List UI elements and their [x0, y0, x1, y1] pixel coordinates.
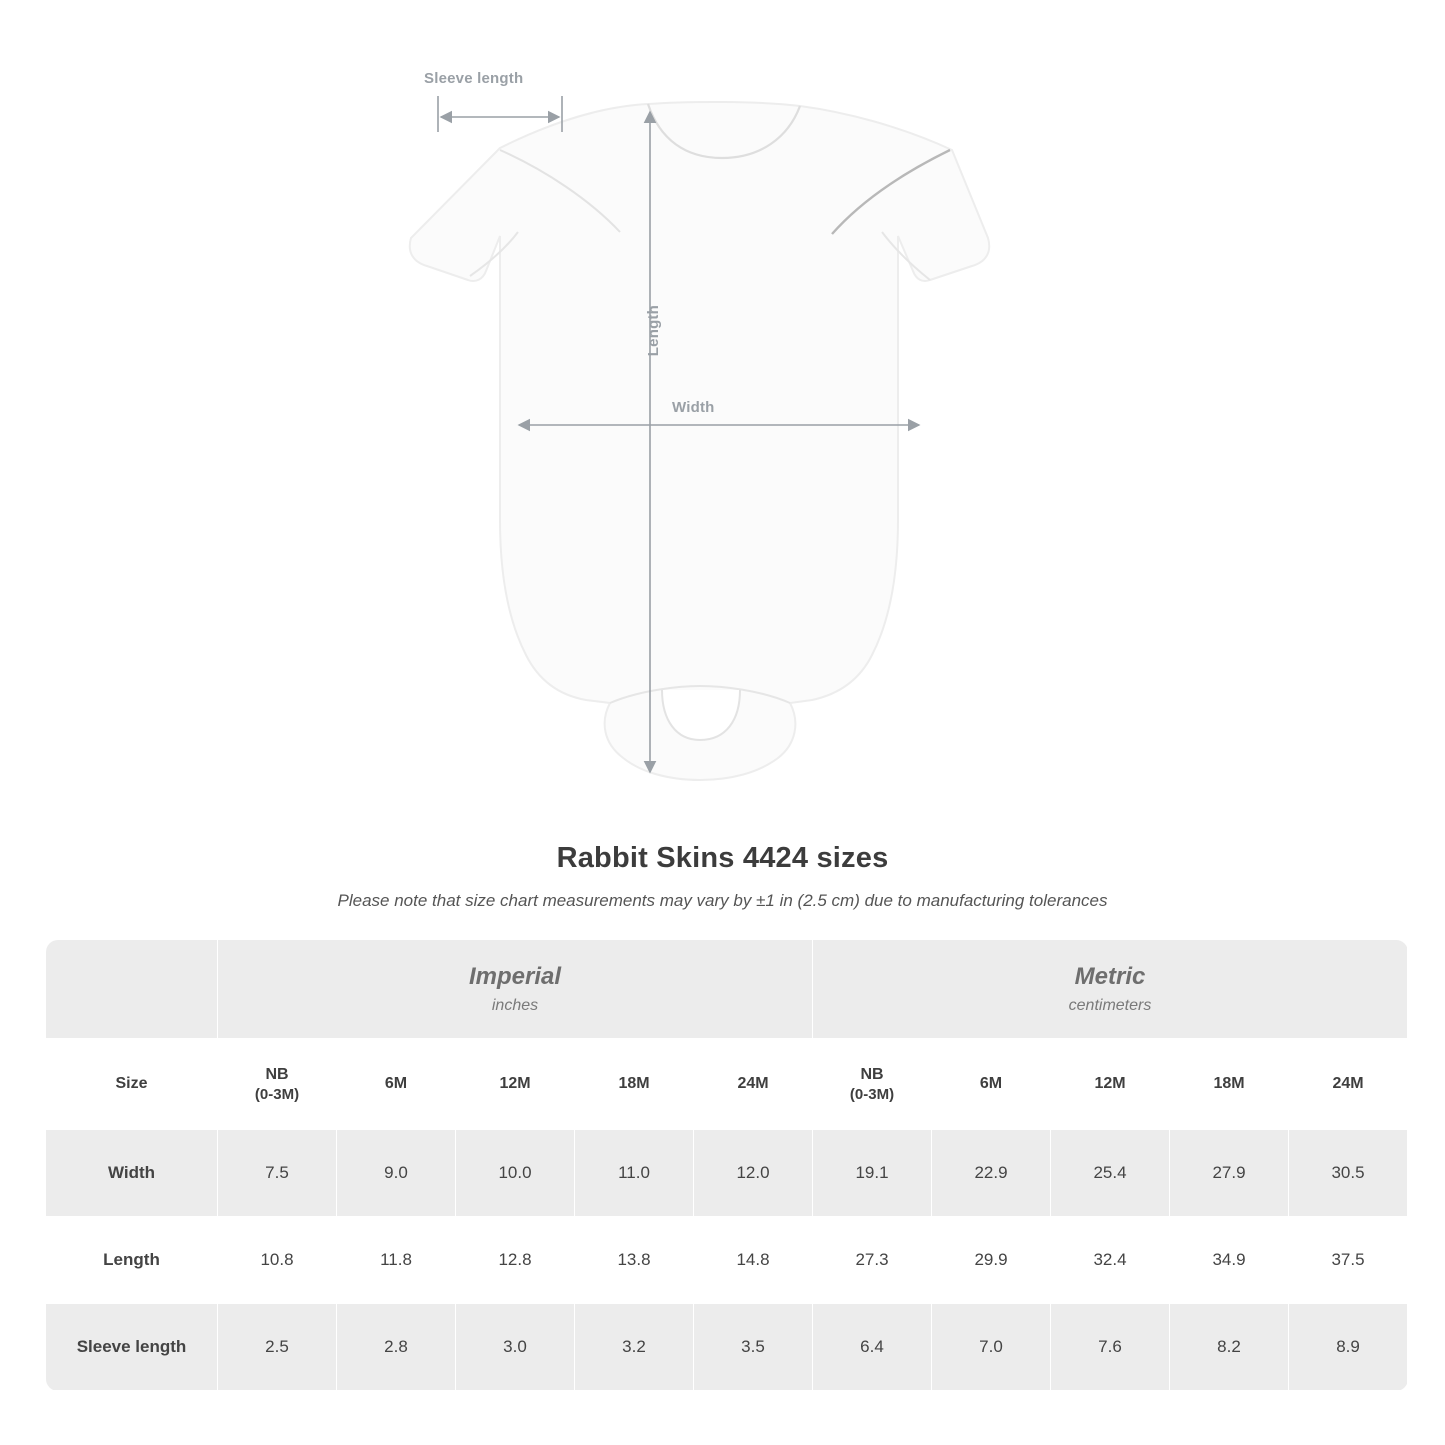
cell-sleeve-18m-in: 3.2 — [575, 1304, 694, 1391]
cell-length-nb-cm: 27.3 — [813, 1217, 932, 1304]
cell-sleeve-18m-cm: 8.2 — [1170, 1304, 1289, 1391]
column-header-row — [46, 1039, 1408, 1130]
cell-sleeve-24m-in: 3.5 — [694, 1304, 813, 1391]
cell-width-24m-in: 12.0 — [694, 1130, 813, 1217]
cell-width-18m-cm: 27.9 — [1170, 1130, 1289, 1217]
table-row — [46, 1217, 1408, 1304]
cell-sleeve-6m-cm: 7.0 — [932, 1304, 1051, 1391]
width-label: Width — [672, 399, 715, 416]
col-header-label: NB — [265, 1065, 289, 1083]
unit-corner-cell — [46, 940, 218, 1039]
unit-imperial-name: Imperial — [468, 963, 562, 991]
col-header-label: NB — [860, 1065, 884, 1083]
cell-length-18m-in: 13.8 — [575, 1217, 694, 1304]
col-header-24m-metric: 24M — [1289, 1039, 1408, 1130]
title-block — [0, 842, 1445, 911]
cell-length-6m-cm: 29.9 — [932, 1217, 1051, 1304]
bodysuit-shape — [410, 102, 989, 780]
cell-width-6m-cm: 22.9 — [932, 1130, 1051, 1217]
col-header-sub: (0-3M) — [254, 1085, 300, 1103]
cell-sleeve-nb-in: 2.5 — [218, 1304, 337, 1391]
col-header-6m-imperial: 6M — [337, 1039, 456, 1130]
tolerance-note: Please note that size chart measurements may vary by ±1 in (2.5 cm) due to manufacturing tolerances — [337, 891, 1108, 910]
cell-width-6m-in: 9.0 — [337, 1130, 456, 1217]
length-label: Length — [645, 305, 662, 357]
col-header-24m-imperial: 24M — [694, 1039, 813, 1130]
sleeve-length-arrow — [438, 96, 562, 132]
unit-imperial-sub: inches — [491, 996, 539, 1014]
unit-header-row — [46, 940, 1408, 1039]
cell-sleeve-12m-cm: 7.6 — [1051, 1304, 1170, 1391]
col-header-12m-metric: 12M — [1051, 1039, 1170, 1130]
table-row — [46, 1304, 1408, 1391]
table-row — [46, 1130, 1408, 1217]
col-header-nb-metric — [813, 1039, 932, 1130]
col-header-18m-imperial: 18M — [575, 1039, 694, 1130]
sleeve-length-label: Sleeve length — [424, 70, 524, 87]
cell-length-24m-cm: 37.5 — [1289, 1217, 1408, 1304]
col-header-nb-imperial — [218, 1039, 337, 1130]
size-header-cell: Size — [46, 1039, 218, 1130]
cell-width-24m-cm: 30.5 — [1289, 1130, 1408, 1217]
cell-sleeve-6m-in: 2.8 — [337, 1304, 456, 1391]
row-label-sleeve-length: Sleeve length — [46, 1304, 218, 1391]
unit-imperial-cell — [218, 940, 813, 1039]
size-table — [45, 939, 1408, 1391]
cell-width-nb-in: 7.5 — [218, 1130, 337, 1217]
cell-length-6m-in: 11.8 — [337, 1217, 456, 1304]
cell-sleeve-12m-in: 3.0 — [456, 1304, 575, 1391]
size-table-wrapper — [45, 939, 1400, 1391]
col-header-6m-metric: 6M — [932, 1039, 1051, 1130]
cell-width-12m-in: 10.0 — [456, 1130, 575, 1217]
unit-metric-sub: centimeters — [1068, 996, 1152, 1014]
row-label-width: Width — [46, 1130, 218, 1217]
cell-width-nb-cm: 19.1 — [813, 1130, 932, 1217]
cell-width-12m-cm: 25.4 — [1051, 1130, 1170, 1217]
row-label-length: Length — [46, 1217, 218, 1304]
unit-metric-name: Metric — [1074, 963, 1146, 991]
col-header-18m-metric: 18M — [1170, 1039, 1289, 1130]
page-title: Rabbit Skins 4424 sizes — [556, 842, 889, 874]
cell-length-24m-in: 14.8 — [694, 1217, 813, 1304]
cell-sleeve-24m-cm: 8.9 — [1289, 1304, 1408, 1391]
cell-length-12m-cm: 32.4 — [1051, 1217, 1170, 1304]
cell-length-nb-in: 10.8 — [218, 1217, 337, 1304]
cell-length-12m-in: 12.8 — [456, 1217, 575, 1304]
cell-length-18m-cm: 34.9 — [1170, 1217, 1289, 1304]
cell-width-18m-in: 11.0 — [575, 1130, 694, 1217]
col-header-sub: (0-3M) — [849, 1085, 895, 1103]
cell-sleeve-nb-cm: 6.4 — [813, 1304, 932, 1391]
col-header-12m-imperial: 12M — [456, 1039, 575, 1130]
unit-metric-cell — [813, 940, 1408, 1039]
